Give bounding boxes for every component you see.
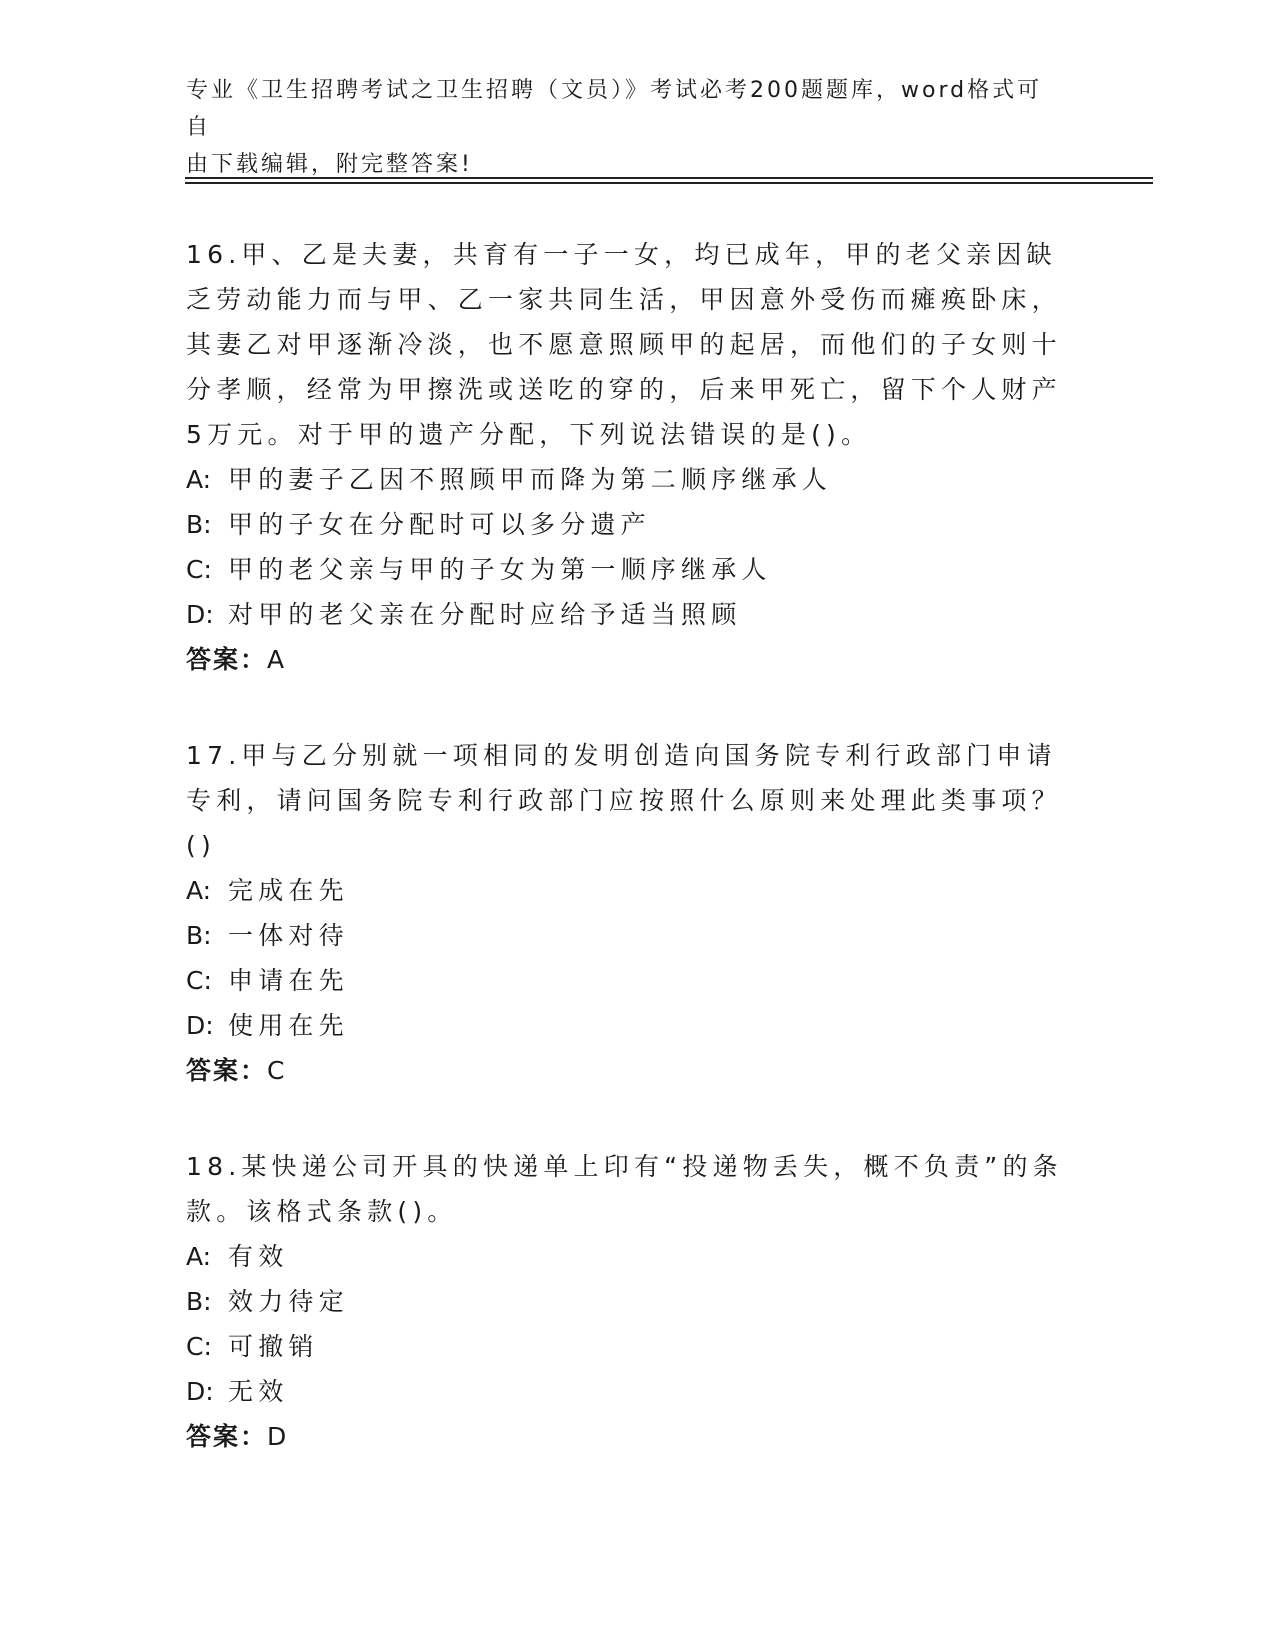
option-text: 一体对待 xyxy=(228,921,349,950)
answer-label: 答案： xyxy=(186,645,268,674)
answer-label: 答案： xyxy=(186,1422,268,1451)
header-divider-top xyxy=(185,177,1153,179)
option-a xyxy=(186,868,1076,913)
option-key: C: xyxy=(186,1332,212,1361)
option-key: A: xyxy=(186,1242,212,1271)
option-a xyxy=(186,457,1076,502)
question-stem: 16.甲、乙是夫妻，共育有一子一女，均已成年，甲的老父亲因缺乏劳动能力而与甲、乙一家共同生活，甲因意外受伤而瘫痪卧床，其妻乙对甲逐渐冷淡，也不愿意照顾甲的起居，而他们的子女则十分孝顺，经常为甲擦洗或送吃的穿的，后来甲死亡，留下个人财产5万元。对于甲的遗产分配，下列说法错误的是()。 xyxy=(186,240,1062,449)
answer-value: D xyxy=(267,1422,289,1451)
answer-line xyxy=(186,1414,1076,1460)
option-text: 对甲的老父亲在分配时应给予适当照顾 xyxy=(228,600,742,629)
option-key: A: xyxy=(186,465,212,494)
header-divider-bottom xyxy=(185,182,1153,184)
document-header xyxy=(186,72,1066,183)
header-line-2: 由下载编辑，附完整答案! xyxy=(186,152,473,177)
option-b xyxy=(186,1279,1076,1324)
option-a xyxy=(186,1234,1076,1279)
option-key: D: xyxy=(186,1377,214,1406)
option-text: 甲的子女在分配时可以多分遗产 xyxy=(228,510,651,539)
option-c xyxy=(186,547,1076,592)
option-key: B: xyxy=(186,510,212,539)
option-text: 有效 xyxy=(228,1242,289,1271)
option-d xyxy=(186,1003,1076,1048)
option-text: 申请在先 xyxy=(228,966,349,995)
answer-line xyxy=(186,1048,1076,1094)
answer-line xyxy=(186,637,1076,683)
question-list xyxy=(186,232,1076,1510)
option-text: 使用在先 xyxy=(228,1011,349,1040)
option-text: 甲的妻子乙因不照顾甲而降为第二顺序继承人 xyxy=(228,465,833,494)
option-text: 无效 xyxy=(228,1377,289,1406)
option-c xyxy=(186,958,1076,1003)
option-text: 完成在先 xyxy=(228,876,349,905)
option-key: B: xyxy=(186,1287,212,1316)
option-text: 效力待定 xyxy=(228,1287,349,1316)
question-stem: 18.某快递公司开具的快递单上印有“投递物丢失，概不负责”的条款。该格式条款()。 xyxy=(186,1152,1063,1226)
option-key: C: xyxy=(186,555,212,584)
answer-value: A xyxy=(267,645,287,674)
option-key: D: xyxy=(186,600,214,629)
question-17 xyxy=(186,733,1076,1094)
option-c xyxy=(186,1324,1076,1369)
header-line-1: 专业《卫生招聘考试之卫生招聘（文员）》考试必考200题题库，word格式可自 xyxy=(186,78,1043,140)
answer-label: 答案： xyxy=(186,1056,268,1085)
option-key: A: xyxy=(186,876,212,905)
question-stem: 17.甲与乙分别就一项相同的发明创造向国务院专利行政部门申请专利，请问国务院专利行政部门应按照什么原则来处理此类事项？() xyxy=(186,741,1062,860)
option-list xyxy=(186,457,1076,637)
option-list xyxy=(186,868,1076,1048)
option-text: 可撤销 xyxy=(228,1332,319,1361)
option-list xyxy=(186,1234,1076,1414)
option-key: B: xyxy=(186,921,212,950)
question-18 xyxy=(186,1144,1076,1460)
option-b xyxy=(186,502,1076,547)
question-16 xyxy=(186,232,1076,683)
option-key: C: xyxy=(186,966,212,995)
option-d xyxy=(186,1369,1076,1414)
option-b xyxy=(186,913,1076,958)
answer-value: C xyxy=(267,1056,287,1085)
option-key: D: xyxy=(186,1011,214,1040)
option-d xyxy=(186,592,1076,637)
option-text: 甲的老父亲与甲的子女为第一顺序继承人 xyxy=(228,555,772,584)
